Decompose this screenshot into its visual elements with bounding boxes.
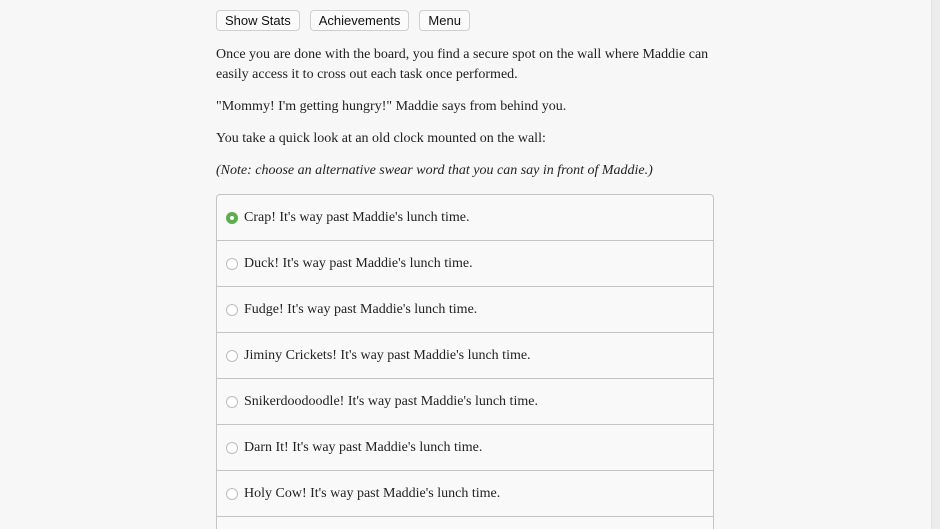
passage-paragraph: You take a quick look at an old clock mounted on the wall:	[216, 131, 546, 146]
radio-button-icon[interactable]	[226, 442, 238, 454]
radio-button-icon[interactable]	[226, 350, 238, 362]
radio-button-icon[interactable]	[226, 488, 238, 500]
menu-button[interactable]: Menu	[419, 10, 470, 31]
show-stats-button[interactable]: Show Stats	[216, 10, 300, 31]
radio-button-icon[interactable]	[226, 304, 238, 316]
choice-option[interactable]	[217, 333, 713, 379]
top-toolbar	[216, 10, 714, 31]
choice-option[interactable]	[217, 425, 713, 471]
choice-label: Snikerdoodoodle! It's way past Maddie's lunch time.	[244, 393, 538, 409]
choice-label: Jiminy Crickets! It's way past Maddie's lunch time.	[244, 347, 531, 363]
choice-option[interactable]	[217, 195, 713, 241]
choice-option[interactable]	[217, 471, 713, 517]
choice-option[interactable]	[217, 379, 713, 425]
radio-button-icon[interactable]	[226, 396, 238, 408]
choice-label: Darn It! It's way past Maddie's lunch time.	[244, 439, 483, 455]
choice-option[interactable]	[217, 241, 713, 287]
choice-label: Duck! It's way past Maddie's lunch time.	[244, 255, 473, 271]
passage-paragraph: "Mommy! I'm getting hungry!" Maddie says from behind you.	[216, 99, 567, 114]
choice-label: Crap! It's way past Maddie's lunch time.	[244, 209, 470, 225]
radio-button-icon[interactable]	[226, 258, 238, 270]
scrollbar-track[interactable]	[931, 0, 940, 529]
achievements-button[interactable]: Achievements	[310, 10, 410, 31]
passage-paragraph: Once you are done with the board, you find a secure spot on the wall where Maddie can easily access it to cross out each task once performed.	[216, 47, 709, 82]
choice-list	[216, 194, 714, 529]
radio-button-selected-icon[interactable]	[226, 212, 238, 224]
choice-option[interactable]	[217, 287, 713, 333]
choice-label: Fudge! It's way past Maddie's lunch time.	[244, 301, 478, 317]
story-passage	[216, 45, 714, 181]
passage-note: (Note: choose an alternative swear word that you can say in front of Maddie.)	[216, 163, 653, 178]
choice-label: Holy Cow! It's way past Maddie's lunch time.	[244, 485, 501, 501]
choice-option-partial[interactable]	[217, 517, 713, 529]
game-content	[216, 10, 714, 529]
